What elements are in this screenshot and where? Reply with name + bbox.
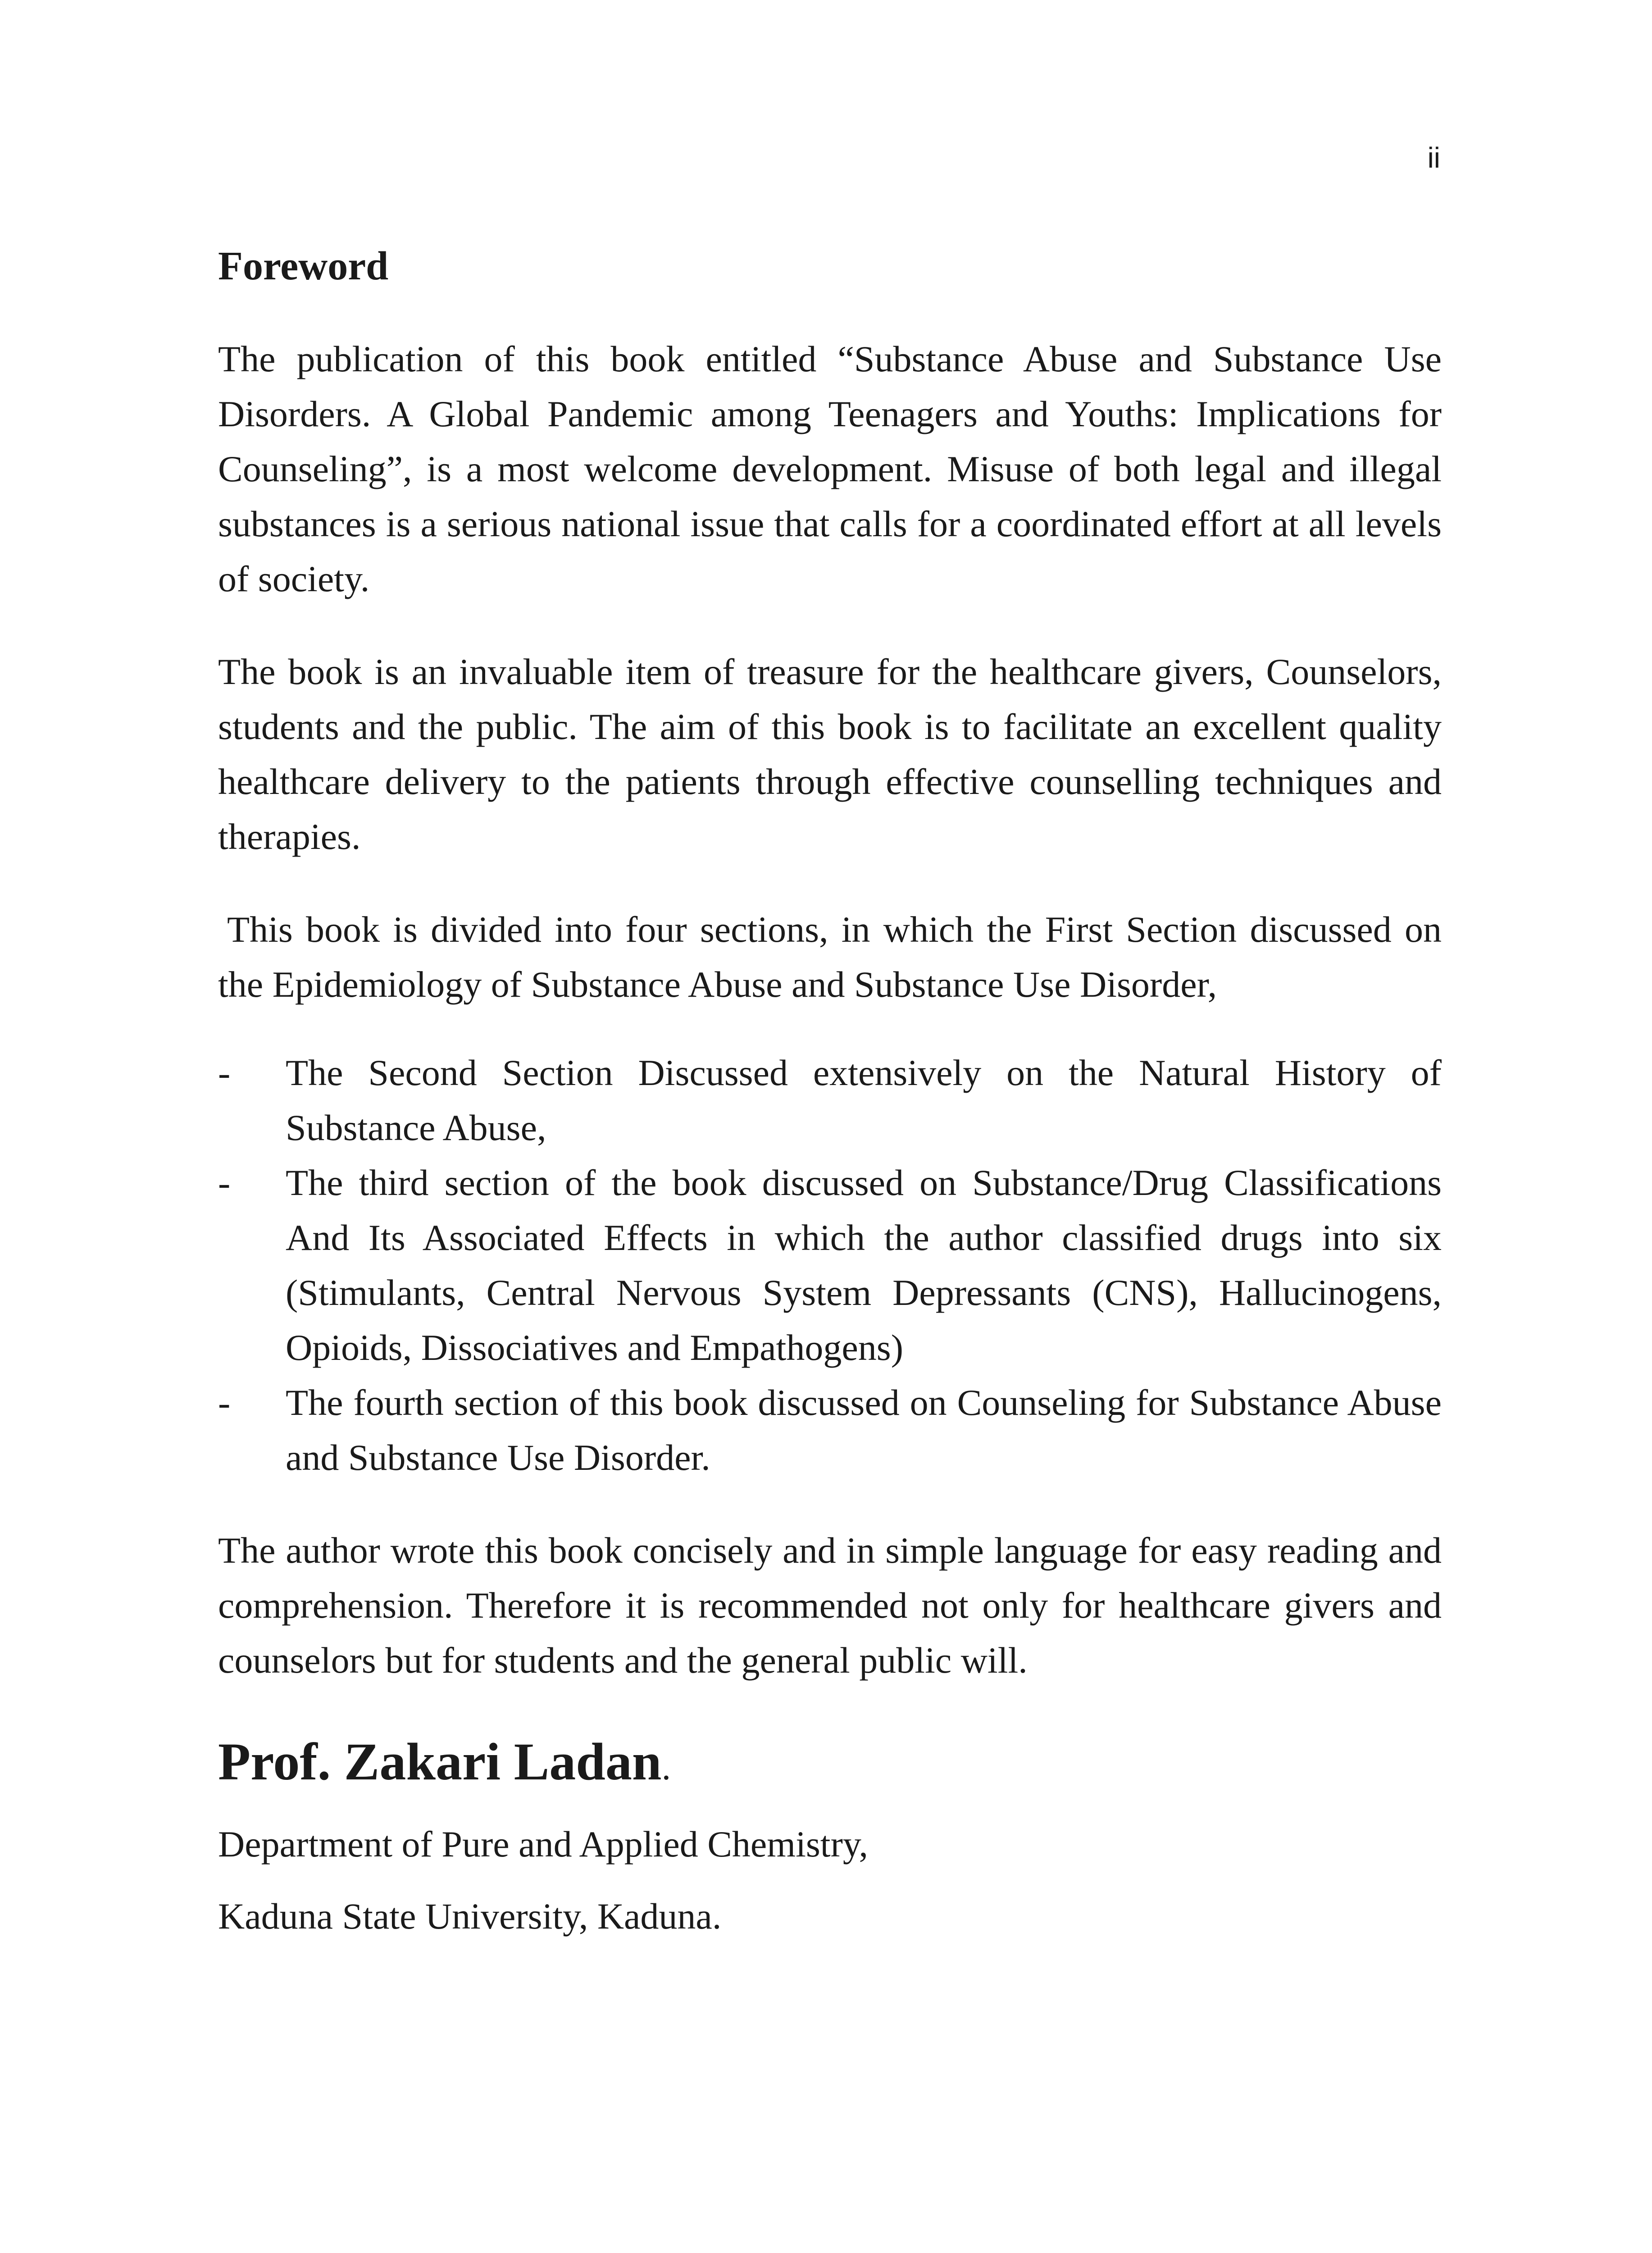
bullet-dash: - (218, 1052, 231, 1093)
section-list (218, 1045, 1442, 1485)
author-name: Prof. Zakari Ladan (218, 1732, 662, 1791)
foreword-paragraph-1: The publication of this book entitled “Substance Abuse and Substance Use Disorders. A Global Pandemic among Teenagers and Youths: Implications for Counseling”, is a most welcome development. Misuse of both legal and illegal substances is a serious national issue that calls for a coordinated effort at all levels of society. (218, 338, 1442, 599)
foreword-paragraph-3: This book is divided into four sections, in which the First Section discussed on the Epidemiology of Substance Abuse and Substance Use Disorder, (218, 909, 1442, 1005)
section-list-item-text: The fourth section of this book discussed on Counseling for Substance Abuse and Substance Use Disorder. (286, 1382, 1442, 1478)
foreword-closing-paragraph: The author wrote this book concisely and in simple language for easy reading and comprehension. Therefore it is recommended not only for healthcare givers and counselors but for students and the general public will. (218, 1530, 1442, 1681)
section-list-item (218, 1045, 1442, 1155)
bullet-dash: - (218, 1162, 231, 1203)
author-name-period: . (661, 1747, 671, 1788)
author-department: Department of Pure and Applied Chemistry, (218, 1824, 869, 1865)
foreword-paragraph-2: The book is an invaluable item of treasure for the healthcare givers, Counselors, students and the public. The aim of this book is to facilitate an excellent quality healthcare delivery to the patients through effective counselling techniques and therapies. (218, 651, 1442, 857)
section-list-item (218, 1155, 1442, 1375)
section-list-item-text: The Second Section Discussed extensively on the Natural History of Substance Abuse, (286, 1052, 1442, 1148)
page-number: ii (1427, 141, 1440, 174)
author-institution: Kaduna State University, Kaduna. (218, 1896, 722, 1937)
bullet-dash: - (218, 1382, 231, 1423)
section-list-item (218, 1375, 1442, 1485)
foreword-content (218, 239, 1442, 1961)
section-list-item-text: The third section of the book discussed on Substance/Drug Classifications And Its Associated Effects in which the author classified drugs into six (Stimulants, Central Nervous System Depressants (CNS), Hallucinogens, Opioids, Dissociatives and Empathogens) (286, 1162, 1442, 1368)
author-signature (218, 1726, 1442, 1803)
foreword-heading: Foreword (218, 244, 389, 288)
